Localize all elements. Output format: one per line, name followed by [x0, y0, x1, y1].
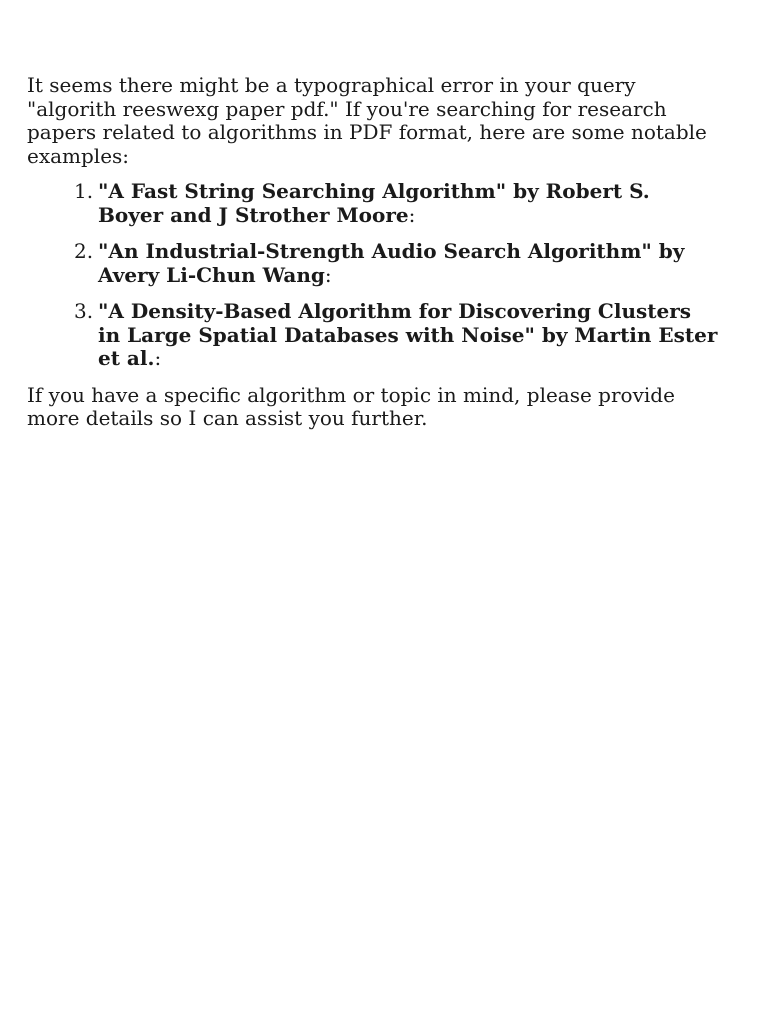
- closing-paragraph: If you have a specific algorithm or topic in mind, please provide more details so I can assist you further.: [27, 382, 675, 430]
- paper-title: "A Density-Based Algorithm for Discovering Clusters in Large Spatial Databases with Noise" by Martin Ester et al.: [98, 299, 718, 370]
- list-item: [74, 299, 728, 371]
- list-item-suffix: :: [154, 346, 162, 370]
- list-item-number: 2.: [74, 239, 94, 263]
- paper-list: [27, 180, 728, 371]
- list-item-suffix: :: [408, 202, 416, 227]
- list-item: [74, 239, 728, 287]
- list-item-number: 1.: [74, 179, 94, 203]
- paper-title: "A Fast String Searching Algorithm" by Robert S. Boyer and J Strother Moore: [98, 179, 650, 227]
- list-item-number: 3.: [74, 299, 94, 323]
- paper-title: "An Industrial-Strength Audio Search Algorithm" by Avery Li-Chun Wang: [98, 239, 685, 287]
- list-item-suffix: :: [324, 262, 332, 287]
- intro-paragraph: It seems there might be a typographical error in your query "algorith reeswexg paper pdf." If you're searching for research papers related to algorithms in PDF format, here are some notable examples:: [27, 73, 707, 168]
- list-item: [74, 179, 728, 227]
